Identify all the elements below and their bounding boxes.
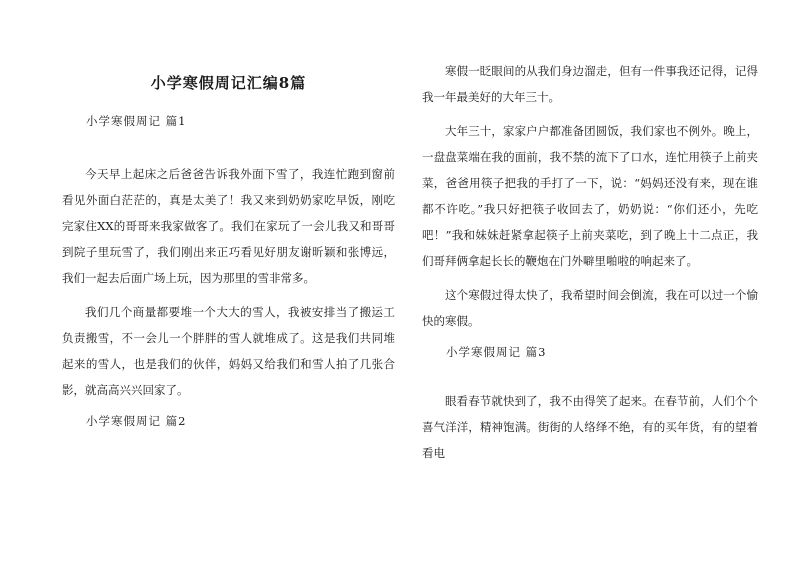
section-heading-1: 小学寒假周记 篇1 [86, 114, 187, 128]
paragraph: 眼看春节就快到了，我不由得笑了起来。在春节前，人们个个喜气洋洋，精神饱满。街街的人络绎不绝，有的买年货，有的望着看电 [422, 394, 758, 460]
section-heading-3: 小学寒假周记 篇3 [446, 345, 547, 359]
paragraph: 大年三十，家家户户都准备团圆饭，我们家也不例外。晚上，一盘盘菜端在我的面前，我不禁的流下了口水，连忙用筷子上前夹菜，爸爸用筷子把我的手打了一下，说：“妈妈还没有来，现在谁都不许吃。”我只好把筷子收回去了，奶奶说：“你们还小，先吃吧！”我和妹妹赶紧拿起筷子上前夹菜吃，到了晚上十二点正，我们哥拜俩拿起长长的鞭炮在门外噼里啪啦的响起来了。 [422, 124, 758, 268]
paragraph: 这个寒假过得太快了，我希望时间会倒流，我在可以过一个愉快的寒假。 [422, 288, 758, 328]
paragraph: 今天早上起床之后爸爸告诉我外面下雪了，我连忙跑到窗前看见外面白茫茫的，真是太美了！我又来到奶奶家吃早饭，刚吃完家住XX的哥哥来我家做客了。我们在家玩了一会儿我又和哥哥到院子里玩雪了，我们刚出来正巧看见好朋友谢昕颖和张博远，我们一起去后面广场上玩，因为那里的雪非常多。 [62, 167, 395, 285]
section-heading-2: 小学寒假周记 篇2 [86, 414, 187, 428]
right-column [422, 58, 758, 466]
left-column [62, 58, 395, 431]
paragraph: 寒假一眨眼间的从我们身边溜走，但有一件事我还记得，记得我一年最美好的大年三十。 [422, 64, 758, 104]
page-title: 小学寒假周记汇编8篇 [150, 74, 307, 92]
paragraph: 我们几个商量都要堆一个大大的雪人，我被安排当了搬运工负责搬雪，不一会儿一个胖胖的雪人就堆成了。这是我们共同堆起来的雪人，也是我们的伙伴，妈妈又给我们和雪人拍了几张合影，就高高兴兴回家了。 [62, 305, 395, 397]
